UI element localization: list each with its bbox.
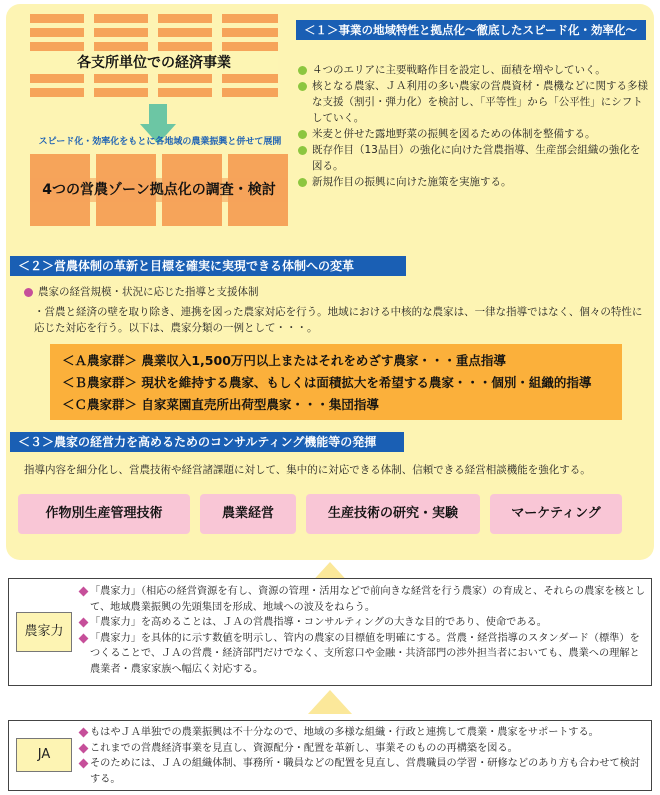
pill-research: 生産技術の研究・実験 xyxy=(306,494,480,534)
section1-header: ＜１＞事業の地域特性と拠点化～徹底したスピード化・効率化～ xyxy=(296,20,646,40)
list-item: 既存作目（13品目）の強化に向けた営農指導、生産部会組織の強化を図る。 xyxy=(298,142,650,174)
zone-title: 4つの営農ゾーン拠点化の調査・検討 xyxy=(30,178,288,202)
up-arrow-icon xyxy=(308,690,352,714)
bullet-icon xyxy=(298,178,307,187)
list-item: 新規作目の振興に向けた施策を実施する。 xyxy=(298,174,650,190)
ja-label: JA xyxy=(16,738,72,772)
farmer-groups-box xyxy=(50,344,622,420)
diamond-bullet-icon xyxy=(79,728,89,738)
list-item: 核となる農家、ＪＡ利用の多い農家の営農資材・農機などに関する多様な支援（割引・弾力化）を検討し、「平等性」から「公平性」にシフトしていく。 xyxy=(298,78,650,126)
bullet-icon xyxy=(298,82,307,91)
farmer-power-list xyxy=(80,584,646,677)
farmer-group-c: ＜Ｃ農家群＞ 自家菜園直売所出荷型農家・・・集団指導 xyxy=(62,397,379,412)
list-item: 米麦と併せた露地野菜の振興を図るための体制を整備する。 xyxy=(298,126,650,142)
pill-farm-management: 農業経営 xyxy=(200,494,296,534)
section2-bullet: 農家の経営規模・状況に応じた指導と支援体制 xyxy=(24,284,644,300)
diamond-bullet-icon xyxy=(79,743,89,753)
arrow-caption: スピード化・効率化をもとに各地域の農業振興と併せて展開 xyxy=(38,137,282,147)
list-item: 「農家力」（相応の経営資源を有し、資源の管理・活用などで前向きな経営を行う農家）の育成と、それらの農家を核として、地域農業振興の先頭集団を形成、地域への波及をねらう。 xyxy=(80,584,646,615)
diamond-bullet-icon xyxy=(79,618,89,628)
section3-text: 指導内容を細分化し、営農技術や経営諸課題に対して、集中的に対応できる体制、信頼できる経営相談機能を強化する。 xyxy=(24,464,591,476)
farmer-power-label: 農家力 xyxy=(16,612,72,652)
pill-crop-management: 作物別生産管理技術 xyxy=(18,494,190,534)
ja-list xyxy=(80,725,646,787)
list-item: ４つのエリアに主要戦略作目を設定し、面積を増やしていく。 xyxy=(298,62,650,78)
pill-marketing: マーケティング xyxy=(490,494,622,534)
list-item: そのためには、ＪＡの組織体制、事務所・職員などの配置を見直し、営農職員の学習・研修などのあり方も合わせて検討する。 xyxy=(80,756,646,787)
economic-business-title: 各支所単位での経済事業 xyxy=(30,52,278,74)
bullet-icon xyxy=(24,288,33,297)
bullet-icon xyxy=(298,130,307,139)
farmer-group-a: ＜Ａ農家群＞ 農業収入1,500万円以上またはそれをめざす農家・・・重点指導 xyxy=(62,353,506,368)
bullet-icon xyxy=(298,146,307,155)
list-item: 「農家力」を具体的に示す数値を明示し、管内の農家の目標値を明確にする。営農・経営指導のスタンダード（標準）をつくることで、ＪＡの営農・経済部門だけでなく、支所窓口や金融・共済部門の渉外担当者においても、農業への理解と農業者・農家家族へ幅広く対応する。 xyxy=(80,631,646,678)
diamond-bullet-icon xyxy=(79,759,89,769)
list-item: 「農家力」を高めることは、ＪＡの営農指導・コンサルティングの大きな目的であり、使命である。 xyxy=(80,615,646,631)
list-item: もはやＪＡ単独での農業振興は不十分なので、地域の多様な組織・行政と連携して農業・農家をサポートする。 xyxy=(80,725,646,741)
bullet-icon xyxy=(298,66,307,75)
section1-list xyxy=(298,62,650,190)
section2-header: ＜２＞営農体制の革新と目標を確実に実現できる体制への変革 xyxy=(10,256,406,276)
farmer-group-b: ＜Ｂ農家群＞ 現状を維持する農家、もしくは面積拡大を希望する農家・・・個別・組織的指導 xyxy=(62,375,592,390)
section3-header: ＜３＞農家の経営力を高めるためのコンサルティング機能等の発揮 xyxy=(10,432,404,452)
diamond-bullet-icon xyxy=(79,587,89,597)
diamond-bullet-icon xyxy=(79,633,89,643)
section2-text: ・営農と経済の壁を取り除き、連携を図った農家対応を行う。地域における中核的な農家は、一律な指導ではなく、個々の特性に応じた対応を行う。以下は、農家分類の一例として・・・。 xyxy=(34,306,643,334)
list-item: これまでの営農経済事業を見直し、資源配分・配置を革新し、事業そのものの再構築を図る。 xyxy=(80,741,646,757)
